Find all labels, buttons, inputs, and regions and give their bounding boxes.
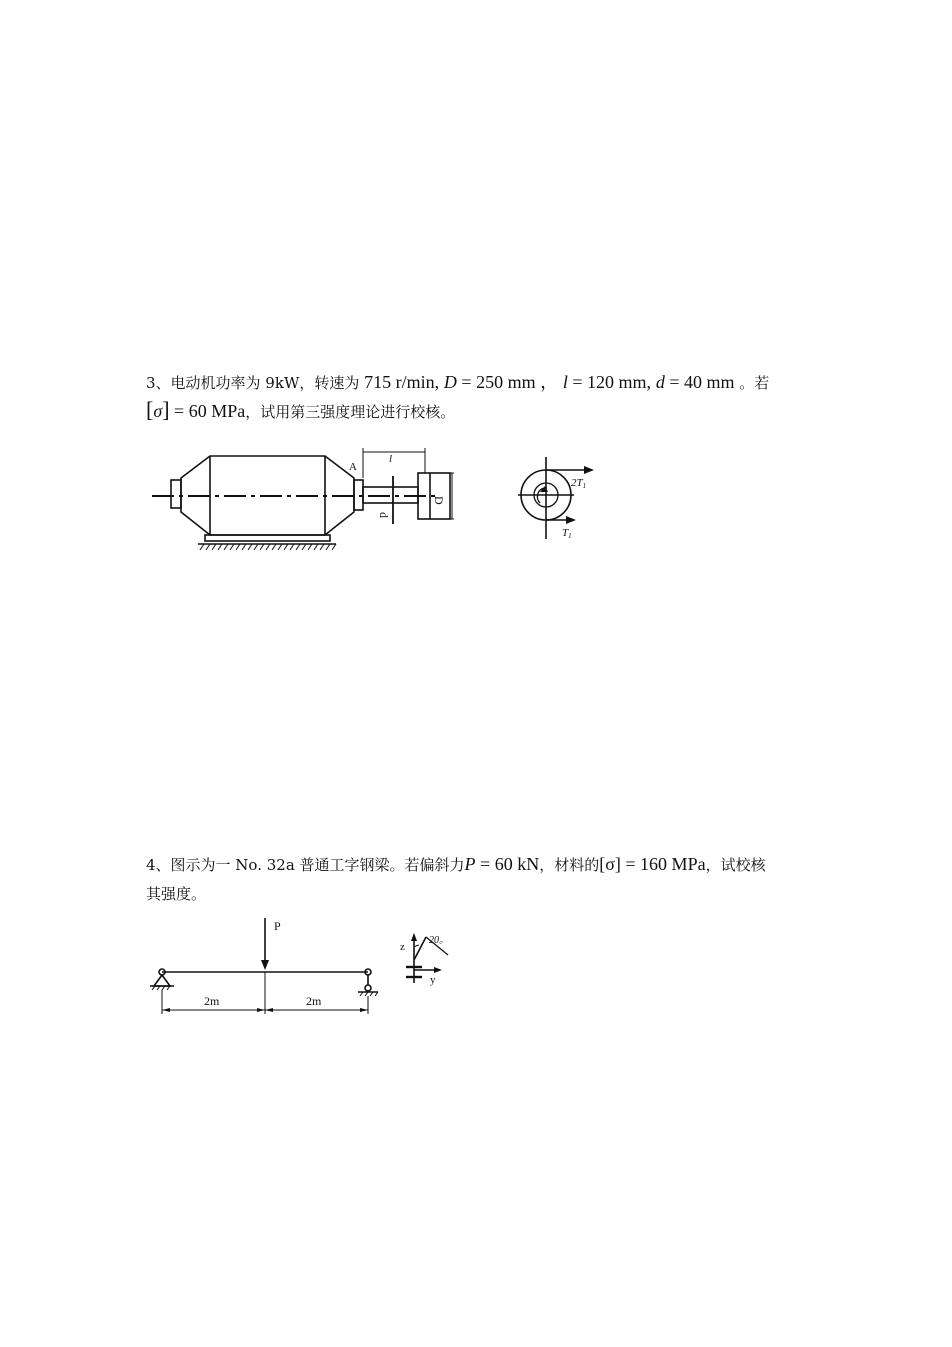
problem3-line1: [146, 372, 769, 393]
diameter-D-symbol: D: [443, 372, 457, 392]
diameter-d-symbol: d: [655, 372, 665, 392]
problem4-line1: [146, 854, 766, 875]
sigma-right-bracket: ]: [162, 397, 170, 422]
label-P: P: [274, 919, 281, 933]
problem3-line2-suffix: ，试用第三强度理论进行校核。: [245, 403, 456, 421]
motor-figure: [140, 440, 460, 555]
label-d: d: [377, 512, 391, 518]
label-T1: T1: [562, 527, 572, 540]
section-figure: [396, 925, 466, 995]
problem4-intro: 4、图示为一 No. 32a 普通工字钢梁。若偏斜力: [146, 856, 465, 874]
beam-figure: [140, 910, 390, 1020]
ground-hatching: [200, 544, 336, 550]
label-z: z: [400, 941, 405, 953]
problem4-mid: ，材料的: [539, 856, 600, 874]
allowable-stress: [σ] = 160 MPa: [599, 854, 706, 874]
diameter-D-value: = 250 mm ，: [456, 372, 559, 392]
length-l-value: = 120 mm,: [567, 372, 652, 392]
motor-left-cap: [171, 480, 181, 508]
force-P-symbol: P: [464, 854, 476, 874]
right-support-roller: [365, 985, 371, 991]
label-y: y: [430, 974, 436, 986]
label-D: D: [432, 496, 446, 505]
arrow-T1: [566, 516, 576, 524]
sigma-symbol: σ: [153, 401, 163, 421]
problem3-intro: 3、电动机功率为 9kW，转速为: [146, 374, 365, 392]
pulley-section-figure: [510, 455, 610, 545]
label-angle: 20。: [429, 935, 449, 946]
diameter-d-value: = 40 mm: [664, 372, 735, 392]
problem4-line2-text: 其强度。: [146, 885, 207, 903]
problem4-line2: [146, 884, 206, 904]
length-l-symbol: l: [562, 372, 568, 392]
problem3-line1-suffix: 。若: [734, 374, 770, 392]
label-l: l: [389, 453, 393, 465]
label-2T1: 2T1: [571, 477, 587, 490]
sigma-value: = 60 MPa: [169, 401, 246, 421]
label-A: A: [349, 461, 357, 473]
force-P-value: = 60 kN: [475, 854, 540, 874]
load-P-arrow: [261, 960, 269, 970]
span-right-label: 2m: [306, 994, 322, 1008]
sigma-left-bracket: [: [146, 397, 154, 422]
speed-value: 715 r/min,: [364, 372, 440, 392]
span-left-label: 2m: [204, 994, 220, 1008]
problem4-line1-suffix: ，试校核: [705, 856, 766, 874]
problem3-line2: [146, 397, 456, 422]
arrow-2T1: [584, 466, 594, 474]
